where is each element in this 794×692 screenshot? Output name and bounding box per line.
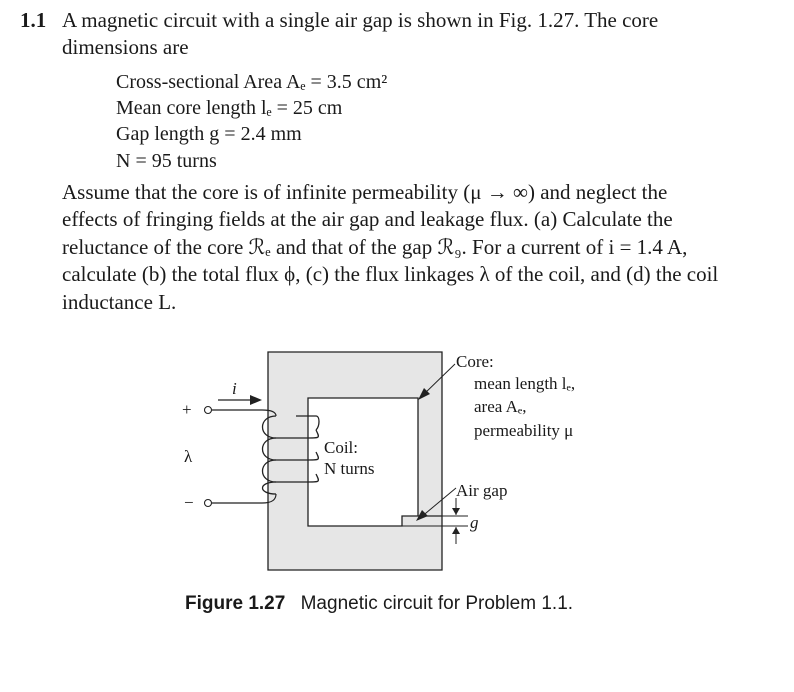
terminal-plus — [205, 407, 212, 414]
coil-turns: N turns — [324, 459, 375, 478]
air-gap-label: Air gap — [456, 481, 508, 500]
core-mean-length: mean length lₑ, — [474, 374, 576, 393]
current-symbol: i — [232, 379, 237, 398]
minus-sign: − — [184, 493, 194, 512]
body-line-5: inductance L. — [62, 290, 177, 314]
intro-line-1: A magnetic circuit with a single air gap is shown in Fig. 1.27. The core — [62, 8, 659, 32]
gap-arrow-down — [452, 508, 460, 515]
core-permeability: permeability μ — [474, 421, 574, 440]
terminal-minus — [205, 500, 212, 507]
plus-sign: + — [182, 400, 192, 419]
body-line-3: reluctance of the core ℛₑ and that of the gap ℛ₉. For a current of i = 1.4 A, — [62, 235, 688, 259]
core-title: Core: — [456, 352, 494, 371]
gap-arrow-up — [452, 527, 460, 534]
given-turns: N = 95 turns — [116, 150, 217, 172]
body-line-2: effects of fringing fields at the air gap and leakage flux. (a) Calculate the — [62, 207, 673, 231]
core-area: area Aₑ, — [474, 397, 527, 416]
coil-title: Coil: — [324, 438, 359, 457]
intro-line-2: dimensions are — [62, 35, 189, 59]
given-area: Cross-sectional Area Aₑ = 3.5 cm² — [116, 71, 388, 93]
problem-number: 1.1 — [20, 8, 47, 32]
current-arrow — [250, 395, 262, 405]
gap-symbol: g — [470, 513, 479, 532]
given-gap-length: Gap length g = 2.4 mm — [116, 123, 302, 145]
lambda-symbol: λ — [184, 447, 193, 466]
caption-label: Figure 1.27 — [185, 593, 286, 614]
given-mean-length: Mean core length lₑ = 25 cm — [116, 97, 343, 119]
body-line-4: calculate (b) the total flux ϕ, (c) the flux linkages λ of the coil, and (d) the coil — [62, 262, 719, 286]
body-line-1: Assume that the core is of infinite permeability (μ → ∞) and neglect the — [62, 180, 668, 204]
figure-caption — [185, 593, 573, 615]
caption-text: Magnetic circuit for Problem 1.1. — [300, 593, 574, 614]
